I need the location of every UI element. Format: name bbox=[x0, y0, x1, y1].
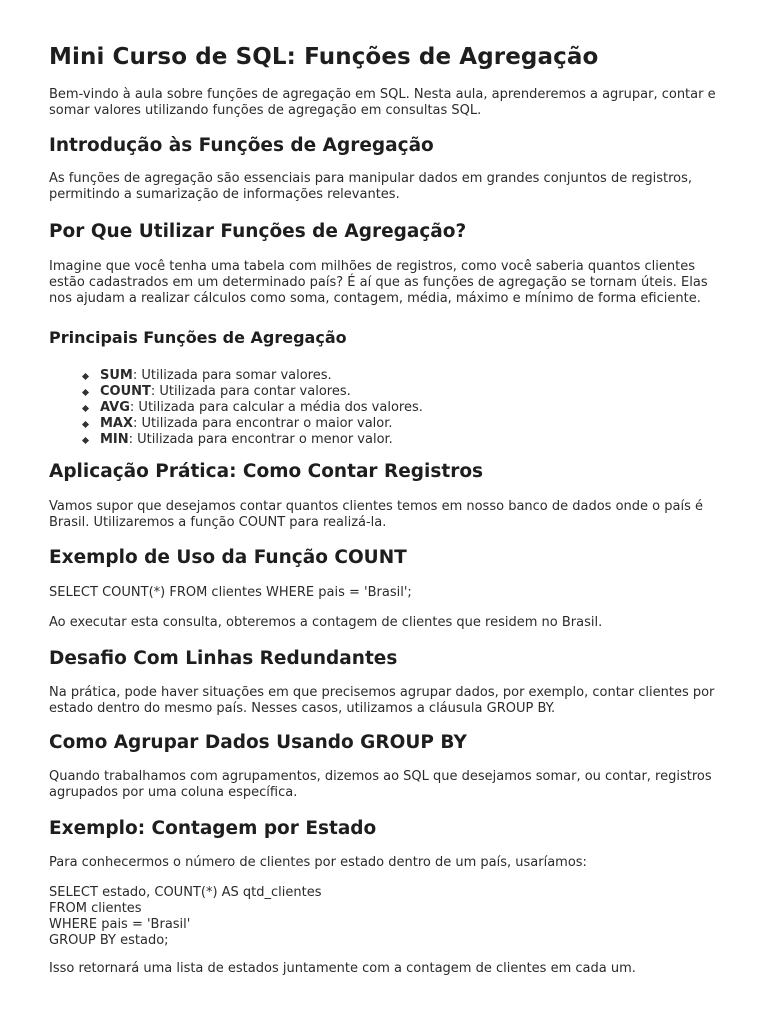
bullet-icon bbox=[82, 389, 89, 396]
heading-group-by: Como Agrupar Dados Usando GROUP BY bbox=[49, 732, 467, 753]
paragraph-contagem-estado: Para conhecermos o número de clientes por estado dentro de um país, usaríamos: bbox=[49, 855, 587, 870]
paragraph-resultado: Isso retornará uma lista de estados juntamente com a contagem de clientes em cada um. bbox=[49, 961, 636, 976]
bullet-icon bbox=[82, 421, 89, 428]
bullet-icon bbox=[82, 373, 89, 380]
paragraph-group-by: Quando trabalhamos com agrupamentos, dizemos ao SQL que desejamos somar, ou contar, registros agrupados por uma coluna específica. bbox=[49, 769, 712, 800]
heading-exemplo-count: Exemplo de Uso da Função COUNT bbox=[49, 547, 407, 568]
heading-aplicacao-pratica: Aplicação Prática: Como Contar Registros bbox=[49, 461, 484, 482]
code-group-by-query bbox=[49, 885, 719, 949]
heading-principais-funcoes: Principais Funções de Agregação bbox=[49, 328, 347, 347]
heading-introducao: Introdução às Funções de Agregação bbox=[49, 135, 434, 156]
bullet-icon bbox=[82, 437, 89, 444]
heading-por-que: Por Que Utilizar Funções de Agregação? bbox=[49, 221, 467, 242]
paragraph-desafio: Na prática, pode haver situações em que precisemos agrupar dados, por exemplo, contar clientes por estado dentro do mesmo país. Nesses casos, utilizamos a cláusula GROUP BY. bbox=[49, 685, 715, 716]
code-line: FROM clientes bbox=[49, 901, 142, 916]
list-item: MAX: Utilizada para encontrar o maior valor. bbox=[49, 416, 719, 432]
intro-paragraph: Bem-vindo à aula sobre funções de agregação em SQL. Nesta aula, aprenderemos a agrupar, contar e somar valores utilizando funções de agregação em consultas SQL. bbox=[49, 87, 716, 118]
page-title: Mini Curso de SQL: Funções de Agregação bbox=[49, 44, 599, 70]
code-line: WHERE pais = 'Brasil' bbox=[49, 917, 191, 932]
list-item: MIN: Utilizada para encontrar o menor valor. bbox=[49, 432, 719, 448]
code-line: GROUP BY estado; bbox=[49, 933, 169, 948]
functions-list bbox=[49, 368, 719, 448]
list-item: COUNT: Utilizada para contar valores. bbox=[49, 384, 719, 400]
heading-contagem-estado: Exemplo: Contagem por Estado bbox=[49, 818, 377, 839]
paragraph-aplicacao-pratica: Vamos supor que desejamos contar quantos clientes temos em nosso banco de dados onde o país é Brasil. Utilizaremos a função COUNT para realizá-la. bbox=[49, 499, 703, 530]
bullet-icon bbox=[82, 405, 89, 412]
list-item: AVG: Utilizada para calcular a média dos valores. bbox=[49, 400, 719, 416]
code-count-query: SELECT COUNT(*) FROM clientes WHERE pais = 'Brasil'; bbox=[49, 585, 412, 600]
paragraph-introducao: As funções de agregação são essenciais para manipular dados em grandes conjuntos de registros, permitindo a sumarização de informações relevantes. bbox=[49, 171, 693, 202]
list-item: SUM: Utilizada para somar valores. bbox=[49, 368, 719, 384]
code-line: SELECT estado, COUNT(*) AS qtd_clientes bbox=[49, 885, 322, 900]
paragraph-por-que: Imagine que você tenha uma tabela com milhões de registros, como você saberia quantos clientes estão cadastrados em um determinado país? É aí que as funções de agregação se tornam úteis. Elas nos ajudam a realizar cálculos como soma, contagem, média, máximo e mínimo de forma eficiente. bbox=[49, 259, 708, 306]
paragraph-count-result: Ao executar esta consulta, obteremos a contagem de clientes que residem no Brasil. bbox=[49, 615, 603, 630]
heading-desafio: Desafio Com Linhas Redundantes bbox=[49, 648, 398, 669]
